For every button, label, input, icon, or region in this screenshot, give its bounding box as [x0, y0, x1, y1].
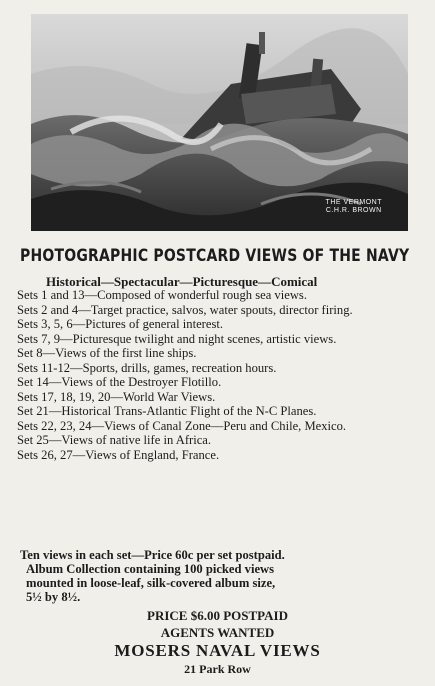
headline: PHOTOGRAPHIC POSTCARD VIEWS OF THE NAVY [20, 247, 410, 266]
set-item: Sets 22, 23, 24—Views of Canal Zone—Peru and Chile, Mexico. [17, 418, 347, 433]
set-item: Sets 2 and 4—Target practice, salvos, water spouts, director firing. [17, 302, 353, 317]
set-item: Sets 17, 18, 19, 20—World War Views. [17, 389, 216, 404]
offer-line: Ten views in each set—Price 60c per set postpaid. [20, 548, 285, 562]
price-line: PRICE $6.00 POSTPAID [147, 608, 288, 623]
offer-text [20, 548, 422, 604]
photo-caption-credit: C.H.R. BROWN [325, 207, 382, 214]
offer-line: mounted in loose-leaf, silk-covered album size, [26, 576, 276, 590]
set-item: Sets 3, 5, 6—Pictures of general interest. [17, 317, 224, 331]
company-name: MOSERS NAVAL VIEWS [114, 641, 321, 660]
set-list [17, 288, 421, 462]
set-item: Set 8—Views of the first line ships. [17, 346, 197, 360]
set-item: Sets 7, 9—Picturesque twilight and night scenes, artistic views. [17, 331, 337, 346]
set-item: Set 25—Views of native life in Africa. [17, 433, 212, 447]
set-item: Sets 26, 27—Views of England, France. [17, 447, 220, 462]
agents-wanted: AGENTS WANTED [160, 625, 275, 640]
set-item: Sets 1 and 13—Composed of wonderful rough sea views. [17, 288, 307, 302]
set-item: Set 14—Views of the Destroyer Flotillo. [17, 375, 222, 389]
offer-line: Album Collection containing 100 picked views [26, 562, 275, 576]
company-address: 21 Park Row [184, 662, 251, 676]
battleship-photo [31, 14, 408, 231]
offer-line: 5½ by 8½. [26, 590, 81, 604]
photo-caption-ship: THE VERMONT [325, 199, 382, 206]
set-item: Sets 11-12—Sports, drills, games, recreation hours. [17, 360, 277, 375]
set-item: Set 21—Historical Trans-Atlantic Flight of the N-C Planes. [17, 404, 317, 418]
photo-caption [326, 199, 382, 215]
subheadline: Historical—Spectacular—Picturesque—Comical [46, 274, 318, 289]
